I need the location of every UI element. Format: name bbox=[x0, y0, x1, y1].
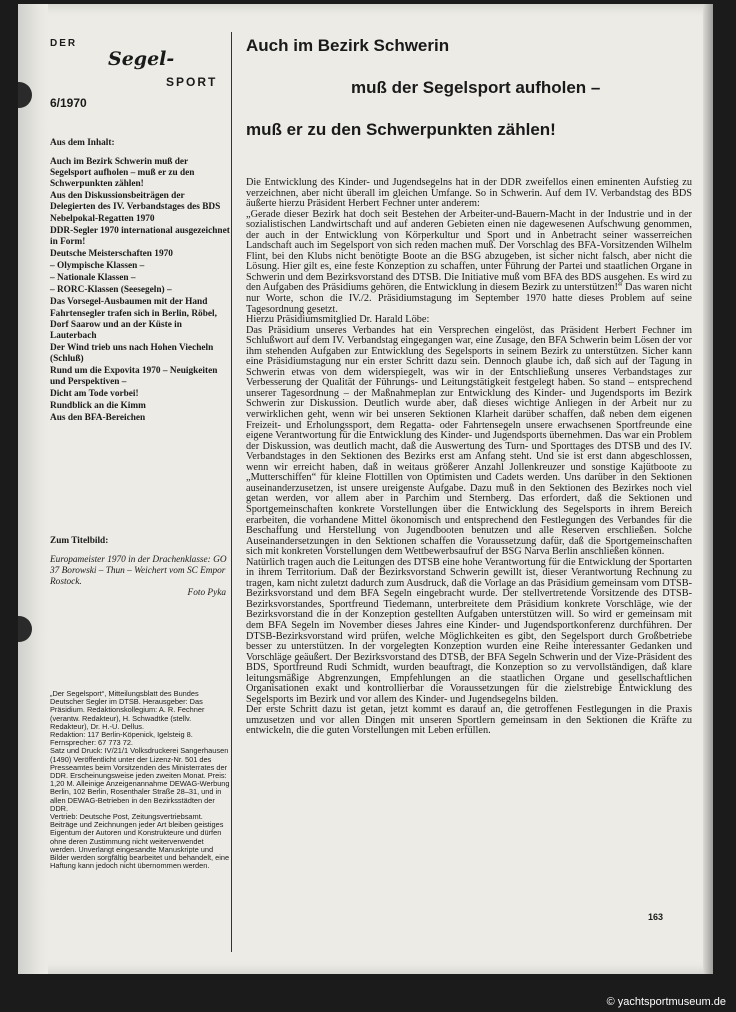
imprint-paragraph: „Der Segelsport“, Mitteilungsblatt des Bundes Deutscher Segler im DTSB. Herausgeber: Das Präsidium. Redaktionskollegium: A. R. Fechner (verantw. Redakteur), H. Schwadtke (stellv. Redakteur), Dr. H.-U. Dellus. bbox=[50, 689, 205, 731]
toc-item: – Nationale Klassen – bbox=[50, 273, 136, 283]
body-paragraph: Hierzu Präsidiumsmitglied Dr. Harald Löbe: bbox=[246, 314, 430, 326]
article-body bbox=[246, 178, 692, 737]
masthead-der: DER bbox=[50, 38, 78, 49]
body-paragraph: Die Entwicklung des Kinder- und Jugendsegelns hat in der DDR zweifellos einen eminenten Aufstieg zu verzeichnen, aber nicht überall im gleichen Umfange. So in Schwerin. Auf dem IV. Verbandstag des BDS äußerte hierzu Präsident Herbert Fechner unter anderem: bbox=[246, 177, 692, 210]
column-divider bbox=[231, 32, 232, 952]
toc-item: Der Wind trieb uns nach Hohen Viecheln (Schluß) bbox=[50, 343, 214, 364]
toc-item: Fahrtensegler trafen sich in Berlin, Röbel, Dorf Saarow und an der Küste in Lauterbach bbox=[50, 309, 217, 341]
headline-line-2: muß der Segelsport aufholen – bbox=[351, 78, 601, 97]
toc-item: – Olympische Klassen – bbox=[50, 261, 145, 271]
toc-item: Deutsche Meisterschaften 1970 bbox=[50, 249, 173, 259]
cover-photo-caption: Europameister 1970 in der Drachenklasse: GO 37 Borowski – Thun – Weichert vom SC Empor Rostock. bbox=[50, 555, 227, 587]
cover-photo-heading: Zum Titelbild: bbox=[50, 536, 109, 546]
masthead-sport: SPORT bbox=[166, 75, 218, 89]
toc-item: Auch im Bezirk Schwerin muß der Segelsport aufholen – muß er zu den Schwerpunkten zählen! bbox=[50, 157, 195, 189]
cover-photo-note bbox=[50, 536, 230, 599]
toc-item: Aus den Diskussionsbeiträgen der Delegierten des IV. Verbandstages des BDS bbox=[50, 191, 221, 212]
toc-item: Aus den BFA-Bereichen bbox=[50, 413, 146, 423]
table-of-contents bbox=[50, 138, 230, 425]
body-paragraph: Natürlich tragen auch die Leitungen des DTSB eine hohe Verantwortung für die Entwicklung der Sportarten in ihrem Territorium. Daß der Bezirksvorstand Schwerin gewillt ist, dieser Verantwortung Rechnung zu tragen, kam nicht zuletzt dadurch zum Ausdruck, daß die Vorlage an das Präsidium gemeinsam vom DTSB-Bezirksvorstand und dem BFA Segeln eingebracht wurde. Der stellvertretende Vorsitzende des DTSB-Bezirksvorstandes, Sportfreund Tiedemann, unterbreitete dem Präsidium konkrete Vorschläge, wie der Bezirksvorstand die in der Konzeption gestellten Aufgaben unterstützen will. So wird er gemeinsam mit dem BFA Segeln im November dieses Jahres eine Kinder- und Jugendsportkonferenz durchführen. Der DTSB-Bezirksvorstand wird prüfen, welche Möglichkeiten es gibt, den Segelsport durch Großbetriebe besser zu unterstützen. In der vorgelegten Konzeption wurden eine Reihe interessanter Gedanken und Vorschläge geäußert. Der Bezirksvorstand des DTSB, der BFA Segeln Schwerin und der Vize-Präsident des BDS, Sportfreund Rudi Schmidt, wurden beauftragt, die Konzeption so zu vervollständigen, daß klare leitungsmäßige Abgrenzungen, Empfehlungen an die staatlichen Organe und gesellschaftlichen Organisationen exakt und kontrollierbar die Voraussetzungen für die zielstrebige Entwicklung des Segelsports im Bezirk und vor allem des Kinder- und Jugendsegelns bilden. bbox=[246, 556, 692, 705]
imprint-paragraph: Vertrieb: Deutsche Post, Zeitungsvertriebsamt. bbox=[50, 812, 203, 822]
imprint bbox=[50, 690, 230, 870]
photo-credit: Foto Pyka bbox=[187, 588, 226, 598]
page-binding bbox=[18, 4, 48, 974]
masthead-segel: Segel- bbox=[108, 48, 175, 70]
toc-item: Rundblick an die Kimm bbox=[50, 401, 146, 411]
body-paragraph: Der erste Schritt dazu ist getan, jetzt kommt es darauf an, die getroffenen Festlegungen in die Praxis umzusetzen und vor allen Dingen mit unseren Sportlern gemeinsam in den Sektionen die Kräfte zu entwickeln, die die guten Vorstellungen mit Leben erfüllen. bbox=[246, 704, 692, 737]
page-number: 163 bbox=[648, 912, 664, 922]
toc-heading: Aus dem Inhalt: bbox=[50, 138, 115, 148]
magazine-page bbox=[18, 4, 713, 974]
toc-item: DDR-Segler 1970 international ausgezeichnet in Form! bbox=[50, 226, 230, 247]
imprint-paragraph: Satz und Druck: IV/21/1 Volksdruckerei Sangerhausen (1490) Veröffentlicht unter der Lizenz-Nr. 501 des Presseamtes beim Vorsitzenden des Ministerrates der DDR. Erscheinungsweise jeden zweiten Monat. Preis: 1,20 M. Alleinige Anzeigenannahme DEWAG-Werbung Berlin, 102 Berlin, Rosenthaler Straße 28–31, und in allen DEWAG-Betrieben in den Bezirksstädten der DDR. bbox=[50, 746, 230, 813]
toc-item: – RORC-Klassen (Seesegeln) – bbox=[50, 285, 172, 295]
watermark: © yachtsportmuseum.de bbox=[606, 996, 726, 1008]
masthead bbox=[50, 38, 230, 110]
headline-line-3: muß er zu den Schwerpunkten zählen! bbox=[246, 120, 556, 139]
toc-item: Rund um die Expovita 1970 – Neuigkeiten und Perspektiven – bbox=[50, 366, 218, 387]
issue-number: 6/1970 bbox=[50, 96, 87, 110]
toc-item: Dicht am Tode vorbei! bbox=[50, 389, 139, 399]
page-edge bbox=[703, 4, 713, 974]
body-paragraph: „Gerade dieser Bezirk hat doch seit Bestehen der Arbeiter-und-Bauern-Macht in der Industrie und in der sozialistischen Landwirtschaft und auf anderen Gebieten einen nie dagewesenen Aufschwung genommen, der auch in der Entwicklung von Körperkultur und Sport und in Anbetracht seiner wasserreichen Landschaft auch im Segelsport von sich reden machen muß. Der Vorschlag des BFA-Vorsitzenden Wilhelm Flint, bei den Klubs nicht benötigte Boote an die BSG abzugeben, ist sicher nicht falsch, aber nicht die Lösung. Hier gilt es, eine feste Konzeption zu schaffen, unter Führung der Partei und staatlichen Organe in Schwerin und dem Bezirksvorstand des DTSB. Die Initiative muß vom BFA des BDS ausgehen. Es wird zu den Aufgaben des Präsidiums gehören, die Entwicklung in diesem Bezirk zu unterstützen!“ Das waren nicht nur Worte, schon die IV./2. Präsidiumstagung im September 1970 hatte dieses Problem auf seine Tagesordnung gesetzt. bbox=[246, 208, 692, 315]
imprint-paragraph: Redaktion: 117 Berlin-Köpenick, Igelsteig 8. Fernsprecher: 67 773 72. bbox=[50, 730, 193, 748]
headline-line-1: Auch im Bezirk Schwerin bbox=[246, 36, 450, 55]
toc-item: Das Vorsegel-Ausbaumen mit der Hand bbox=[50, 297, 208, 307]
toc-item: Nebelpokal-Regatten 1970 bbox=[50, 214, 155, 224]
body-paragraph: Das Präsidium unseres Verbandes hat ein Versprechen eingelöst, das Präsident Herbert Fechner im Schlußwort auf dem IV. Verbandstag eingegangen war, eine Zusage, den BFA Schwerin beim Lösen der vor ihm stehenden Aufgaben zur Entwicklung des Segelsports in seinem Bezirk zu unterstützen. Sicher kann eine Präsidiumstagung nur ein erster Schritt dazu sein. Dennoch glaube ich, daß sich auf der Tagung in Schwerin etwas von dem widerspiegelt, was wir in der Entschließung unseres Verbandstages zur Verbesserung der Qualität der Führungs- und Leitungstätigkeit festgelegt haben. So stand – entsprechend unserer Tagesordnung – der Maßnahmeplan zur Entwicklung des Kinder- und Jugendsports im Bezirk Schwerin zur Diskussion. Deutlich wurde aber, daß dieses wichtige Anliegen in der Arbeit nur zu verwirklichen geht, wenn wir bei unseren Sektionen Klarheit darüber schaffen, daß neben dem eigenen Freizeit- und Erholungssport, dem Regatta- oder Fahrtensegeln unsere erwachsenen Sportfreunde eine eigene Verantwortung für die Entwicklung des Kinder- und Jugendsports übernehmen. Das war ein Problem der Diskussion, was deutlich macht, daß die Auswertung des Turn- und Sporttages des DTSB und des IV. Verbandstages in den Sektionen des Bezirks erst am Anfang steht. Und sie ist erst dann abgeschlossen, wenn wir erreicht haben, daß in weitaus größerer Anzahl Jollenkreuzer und sonstige Kajütboote zu „Mutterschiffen“ für kleine Flottillen von Optimisten und Cadets werden. Uns darüber in den Sektionen auseinanderzusetzen, ist unsere ureigenste Aufgabe. Dazu muß in den Sektionen des Bezirkes noch viel getan werden, vor allem aber in Parchim und Sternberg. Das erfordert, daß die Sektionen und Sportgemeinschaften konkrete Vorstellungen über die Entwicklung des Segelsports in ihrem Bereich erarbeiten, die vorhandene Mittel ökonomisch und entsprechend den Festlegungen des Verbandes für die Beschaffung und Herstellung von Jugendbooten benutzen und alle Reserven erschließen. Solche Auseinandersetzungen in den Sektionen schaffen die Voraussetzung dafür, daß die Sportgemeinschaften sich mit konkreten Vorstellungen dem Wettbewerbsaufruf der BSG Narva Berlin anschließen können. bbox=[246, 324, 692, 558]
imprint-paragraph: Beiträge und Zeichnungen jeder Art bleiben geistiges Eigentum der Autoren und Konstrukteure und dürfen ohne deren Zustimmung nicht weiterverwendet werden. Unverlangt eingesandte Manuskripte und Bilder werden sorgfältig bearbeitet und behandelt, eine Haftung kann jedoch nicht übernommen werden. bbox=[50, 820, 230, 871]
